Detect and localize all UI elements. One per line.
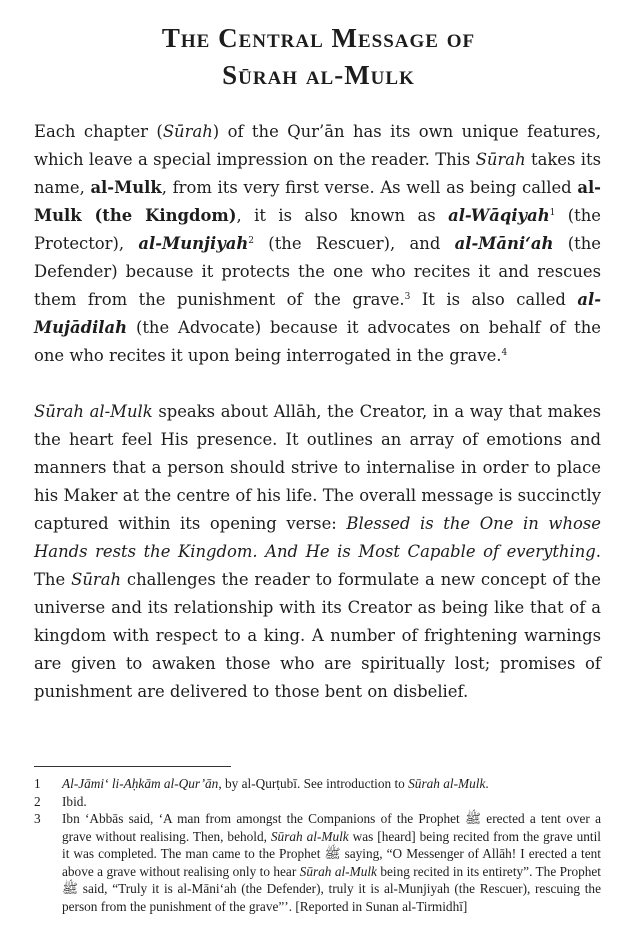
text-run: Ibn ‘Abbās said, ‘A man from amongst the Companions of the Prophet ﷺ erected a tent over a grave without realising. Then, behold, [62, 811, 601, 844]
text-run: was [heard] being recited from the grave until it was completed. The man came to the Prophet ﷺ saying, “O Messenger of Allāh! I erected a tent above a grave without realising only to hear [62, 828, 602, 879]
footnote-divider [34, 766, 231, 767]
text-run: Sūrah al-Mulk [299, 863, 377, 879]
footnote-1 [34, 775, 601, 793]
text-run: (the Defender) because it protects the one who recites it and rescues them from the punishment of the grave. [34, 234, 601, 309]
text-run: takes its name, [34, 150, 601, 197]
paragraph-1 [34, 118, 601, 370]
text-run: speaks about Allāh, the Creator, in a way that makes the heart feel His presence. It outlines an array of emotions and manners that a person should strive to internalise in order to place his Maker at the centre of his life. The overall message is succinctly captured within its opening verse: [34, 402, 601, 533]
title-line-2: Sūrah al-Mulk [222, 60, 415, 90]
footnote-number: 2 [34, 793, 41, 809]
text-run: Sūrah al-Mulk [270, 828, 349, 844]
footnote-ref[interactable]: 2 [248, 236, 254, 246]
text-run: Sūrah [475, 150, 526, 169]
text-run: al-Mujādilah [34, 290, 602, 337]
footnote-text [62, 810, 601, 915]
text-run: Blessed is the One in whose Hands rests the Kingdom. And He is Most Capable of everything [34, 514, 601, 561]
text-run: . The [34, 542, 601, 589]
text-run: Sūrah [162, 122, 213, 141]
text-run: Each chapter ( [34, 122, 163, 141]
text-run: Al-Jāmi‘ li-Aḥkām al-Qur’ān [62, 776, 219, 791]
text-run: , by al-Qurṭubī. See introduction to [218, 776, 409, 791]
page-title [0, 0, 637, 94]
paragraph-2 [34, 398, 601, 706]
footnote-3 [34, 810, 601, 915]
text-run: , it is also known as [236, 206, 449, 225]
text-run: al-Wāqiyah [448, 206, 550, 225]
text-run: al-Mulk [90, 178, 162, 197]
text-run: Sūrah al-Mulk [408, 776, 486, 791]
title-line-1: The Central Message of [161, 23, 476, 53]
text-run: It is also called [410, 290, 578, 309]
text-run: Sūrah al-Mulk [34, 402, 153, 421]
footnote-text: Ibid. [62, 793, 87, 809]
footnotes [34, 775, 601, 915]
text-run: (the Protector), [34, 206, 601, 253]
text-run: , from its very first verse. As well as being called [161, 178, 578, 197]
text-run: (the Advocate) because it advocates on behalf of the one who recites it upon being interrogated in the grave. [34, 318, 601, 365]
text-run: al-Munjiyah [138, 234, 249, 253]
footnote-2 [34, 793, 601, 811]
footnote-number: 3 [34, 811, 41, 826]
text-run: al-Māni‘ah [454, 234, 554, 253]
footnote-text [62, 775, 601, 793]
footnote-ref[interactable]: 3 [404, 292, 411, 302]
text-run: . [485, 776, 489, 791]
text-run: ) of the Qur’ān has its own unique features, which leave a special impression on the reader. This [34, 122, 601, 169]
text-run: Sūrah [71, 570, 122, 589]
text-run: al-Mulk (the Kingdom) [34, 178, 601, 225]
footnote-ref[interactable]: 4 [501, 348, 508, 358]
text-run: challenges the reader to formulate a new concept of the universe and its relationship with its Creator as being like that of a kingdom with respect to a king. A number of frightening warnings are given to awaken those who are spiritually lost; promises of punishment are delivered to those bent on disbelief. [34, 570, 602, 701]
footnote-ref[interactable]: 1 [549, 208, 556, 218]
main-text [34, 118, 601, 734]
text-run: (the Rescuer), and [254, 234, 455, 253]
text-run: being recited in its entirety”. The Prophet ﷺ said, “Truly it is al-Māni‘ah (the Defender), truly it is al-Munjiyah (the Rescuer), rescuing the person from the punishment of the grave”’. [Reported in Sunan al-Tirmidhī] [62, 863, 601, 914]
footnote-number: 1 [34, 776, 41, 791]
